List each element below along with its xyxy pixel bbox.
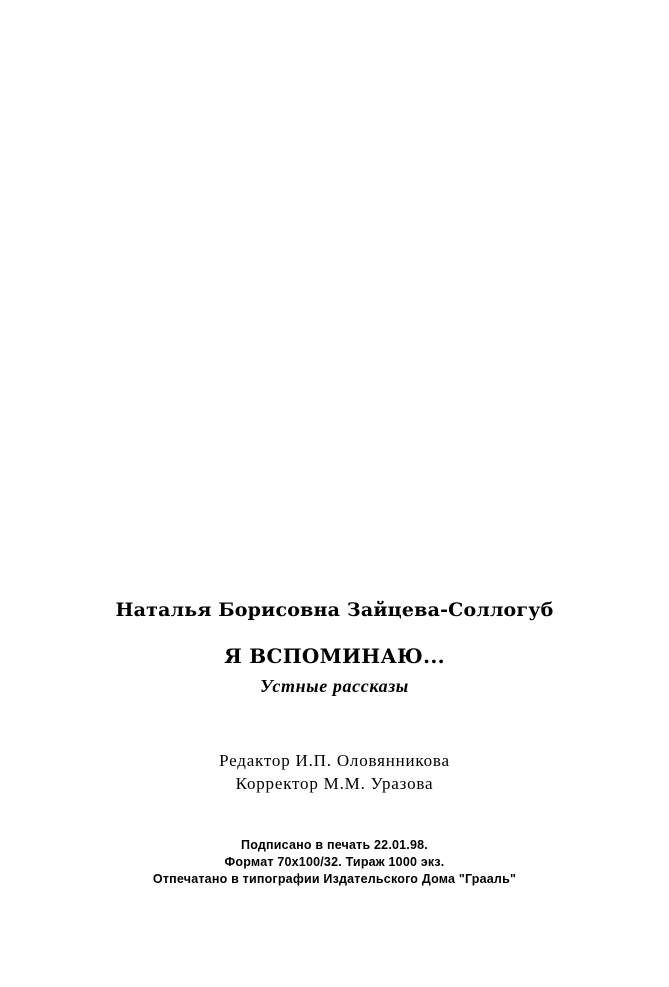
editor-credit: Редактор И.П. Оловянникова [219,751,450,770]
signed-for-print: Подписано в печать 22.01.98. [241,838,428,852]
format-print-run: Формат 70x100/32. Тираж 1000 экз. [224,855,445,869]
printing-house: Отпечатано в типографии Издательского Дома "Грааль" [152,872,517,886]
corrector-credit: Корректор М.М. Уразова [235,774,434,793]
book-title: Я ВСПОМИНАЮ... [224,644,445,668]
book-subtitle: Устные рассказы [260,676,409,696]
author-name: Наталья Борисовна Зайцева-Соллогуб [115,599,554,621]
